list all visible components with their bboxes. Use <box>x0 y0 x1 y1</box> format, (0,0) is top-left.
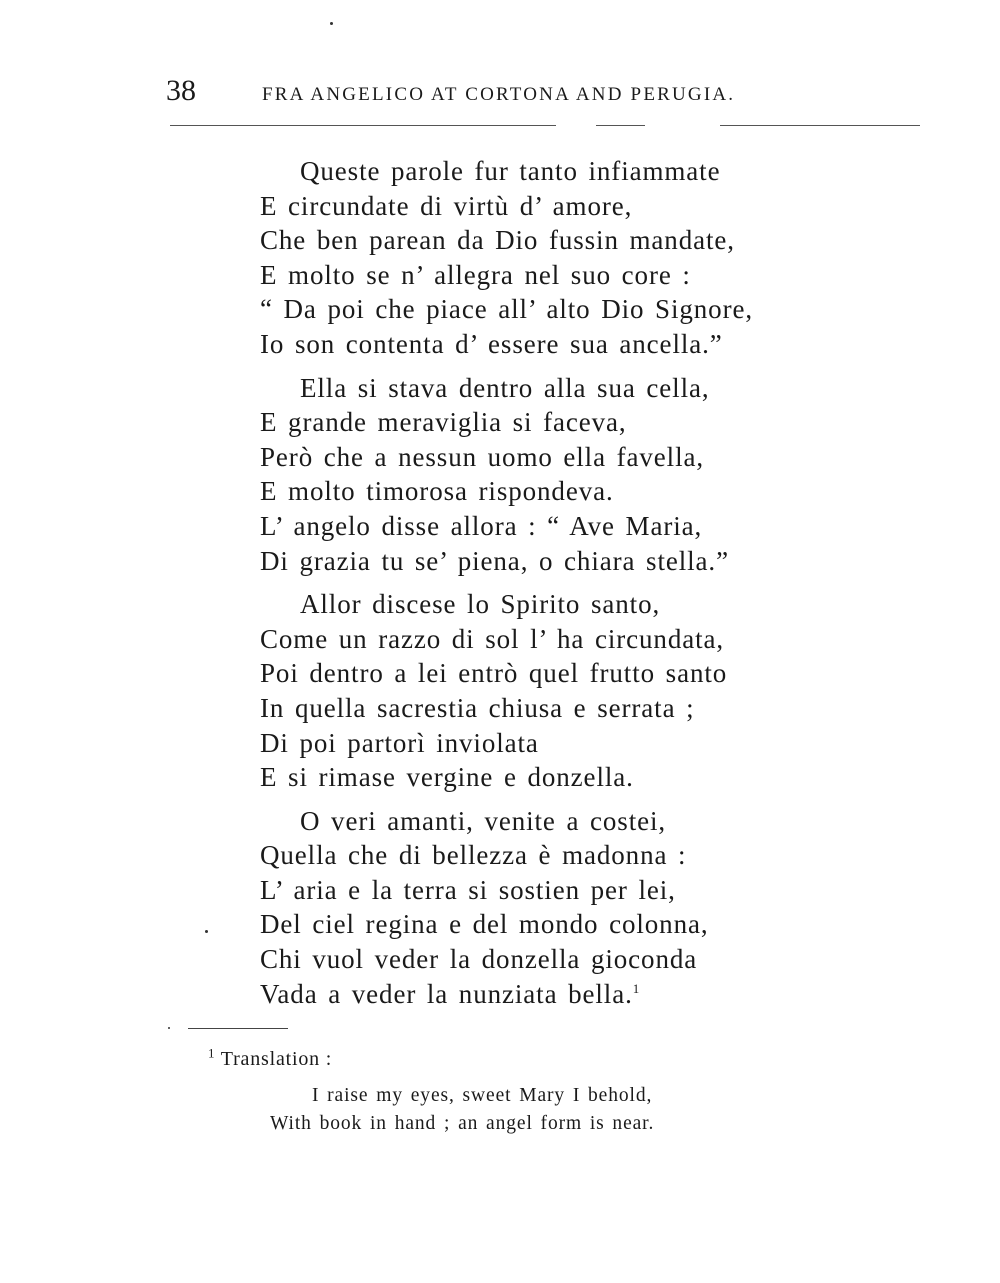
poem-line: Di grazia tu se’ piena, o chiara stella.” <box>260 545 729 576</box>
poem <box>260 154 880 1020</box>
page-number: 38 <box>166 74 196 107</box>
poem-line: E si rimase vergine e donzella. <box>260 762 634 793</box>
ink-speck <box>205 930 208 933</box>
poem-line: Poi dentro a lei entrò quel frutto santo <box>260 658 728 689</box>
footnote-marker: 1 <box>208 1045 216 1061</box>
footnote-label <box>208 1045 333 1071</box>
header-rule-gap <box>645 123 720 127</box>
footnote-translation <box>270 1082 770 1138</box>
header-rule-gap <box>556 123 596 127</box>
poem-line: In quella sacrestia chiusa e serrata ; <box>260 692 695 723</box>
poem-line: O veri amanti, venite a costei, <box>300 805 667 836</box>
footnote-label-text: Translation : <box>220 1048 333 1070</box>
poem-line: L’ angelo disse allora : “ Ave Maria, <box>260 510 703 541</box>
footnote-reference: 1 <box>632 980 641 996</box>
stanza <box>260 804 880 1012</box>
poem-line-text: Vada a veder la nunziata bella. <box>260 978 633 1009</box>
poem-line: E molto timorosa rispondeva. <box>260 476 614 507</box>
poem-line: Ella si stava dentro alla sua cella, <box>300 372 710 403</box>
stanza <box>260 154 880 362</box>
poem-line <box>260 977 880 1012</box>
stanza <box>260 371 880 579</box>
ink-speck <box>168 1027 170 1029</box>
ink-speck <box>330 22 333 25</box>
poem-line: E circundate di virtù d’ amore, <box>260 190 633 221</box>
poem-line: Però che a nessun uomo ella favella, <box>260 441 705 472</box>
poem-line: Io son contenta d’ essere sua ancella.” <box>260 328 723 359</box>
poem-line: Chi vuol veder la donzella gioconda <box>260 944 698 975</box>
poem-line: Del ciel regina e del mondo colonna, <box>260 909 709 940</box>
poem-line: “ Da poi che piace all’ alto Dio Signore, <box>260 294 753 325</box>
poem-line: Allor discese lo Spirito santo, <box>300 589 661 620</box>
poem-line: E molto se n’ allegra nel suo core : <box>260 259 691 290</box>
poem-line: L’ aria e la terra si sostien per lei, <box>260 874 676 905</box>
poem-line: Queste parole fur tanto infiammate <box>300 156 721 186</box>
translation-line: I raise my eyes, sweet Mary I behold, <box>312 1085 653 1106</box>
running-title: FRA ANGELICO AT CORTONA AND PERUGIA. <box>262 84 736 105</box>
poem-line: E grande meraviglia si faceva, <box>260 407 627 438</box>
poem-line: Quella che di bellezza è madonna : <box>260 840 687 871</box>
poem-line: Che ben parean da Dio fussin mandate, <box>260 225 735 256</box>
footnote-rule <box>188 1028 288 1029</box>
translation-line: With book in hand ; an angel form is near. <box>270 1113 655 1134</box>
stanza <box>260 587 880 795</box>
poem-line: Di poi partorì inviolata <box>260 727 539 758</box>
header-rule <box>170 125 920 126</box>
poem-line: Come un razzo di sol l’ ha circundata, <box>260 623 725 654</box>
